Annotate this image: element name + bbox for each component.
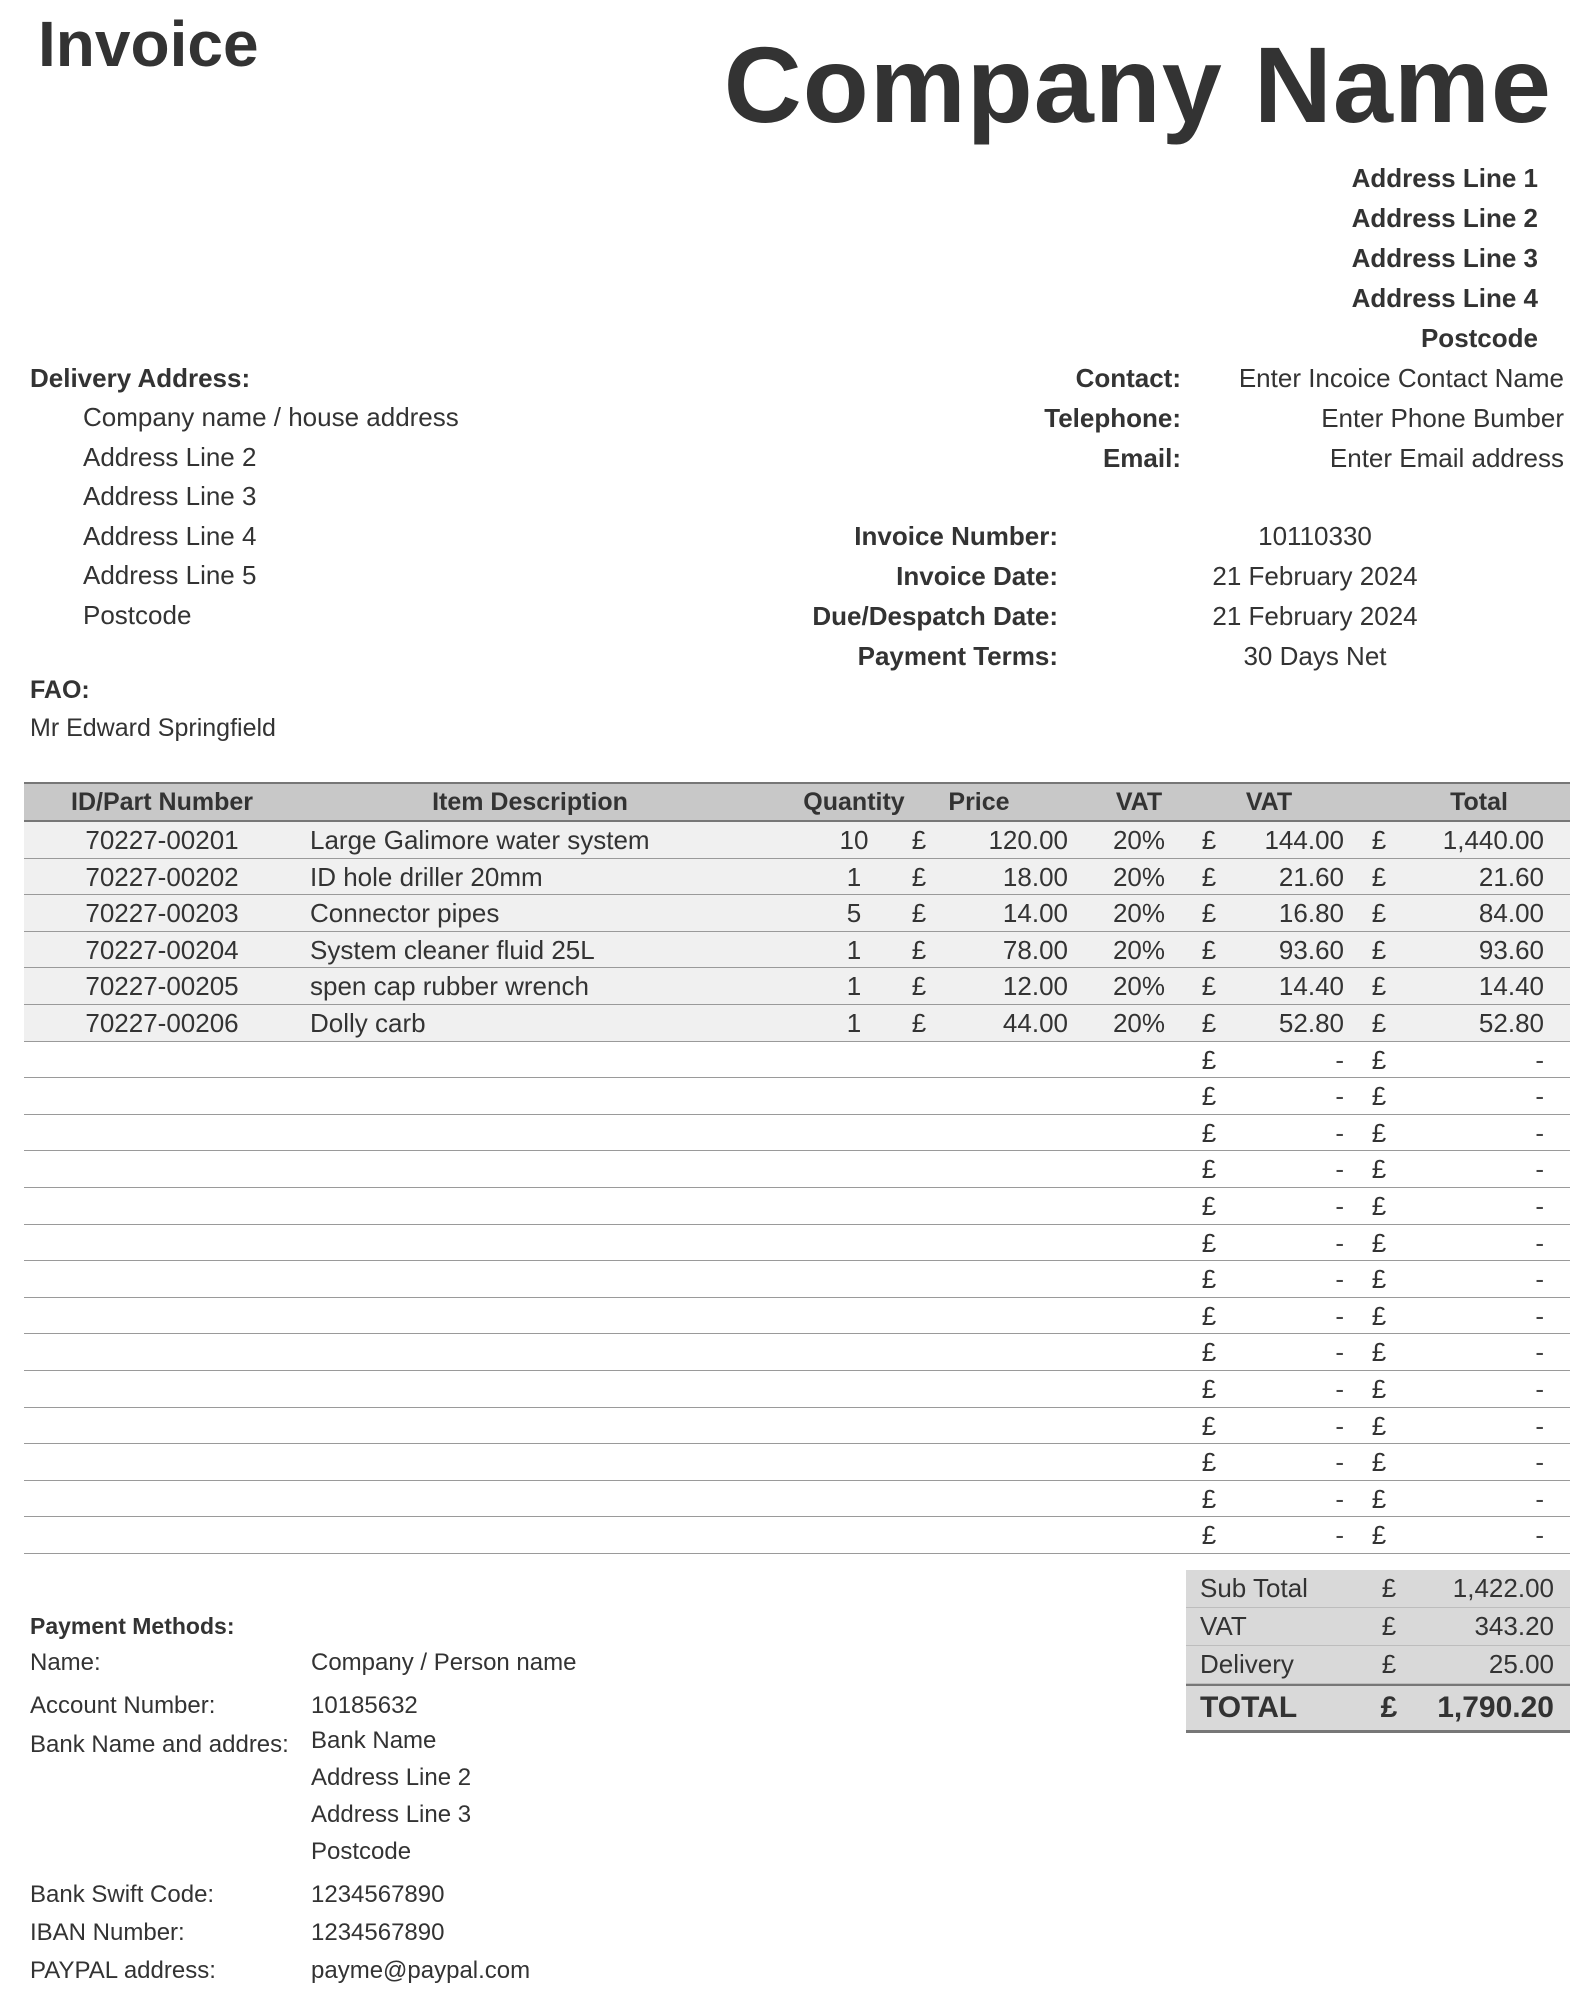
- price: 44.00: [1002, 1007, 1068, 1038]
- line-total: -: [1535, 1337, 1544, 1368]
- due-date-label: Due/Despatch Date:: [812, 601, 1058, 631]
- line-total: -: [1535, 1373, 1544, 1404]
- vat-currency: £: [1201, 1447, 1217, 1478]
- total-currency: £: [1371, 1154, 1387, 1185]
- currency-symbol: £: [1381, 1649, 1397, 1679]
- delivery-line-2: Address Line 2: [83, 441, 257, 472]
- vat-amount: -: [1335, 1044, 1344, 1075]
- vat-amount: -: [1335, 1264, 1344, 1295]
- vat-total-label: VAT: [1200, 1611, 1247, 1641]
- total-currency: £: [1371, 1007, 1387, 1038]
- table-row-empty: [24, 1334, 1570, 1371]
- price: 120.00: [988, 825, 1068, 855]
- invoice-number: 10110330: [1258, 521, 1372, 551]
- vat-rate: 20%: [1112, 861, 1166, 892]
- line-total: 1,440.00: [1442, 825, 1544, 855]
- vat-amount: 144.00: [1264, 825, 1344, 855]
- table-row: [24, 895, 1570, 932]
- table-header: [24, 782, 1570, 822]
- payment-terms: 30 Days Net: [1243, 641, 1387, 671]
- price-currency: £: [911, 898, 927, 929]
- part-number: 70227-00205: [85, 971, 239, 1002]
- line-total: -: [1535, 1264, 1544, 1295]
- vat-amount: 93.60: [1278, 934, 1344, 965]
- bank-name-label: Bank Name and addres:: [30, 1731, 289, 1758]
- table-row: [24, 822, 1570, 859]
- table-row-empty: [24, 1481, 1570, 1518]
- part-number: 70227-00204: [85, 934, 239, 965]
- line-total: -: [1535, 1190, 1544, 1221]
- price: 78.00: [1002, 934, 1068, 965]
- header-price: Price: [948, 788, 1010, 816]
- vat-currency: £: [1201, 934, 1217, 965]
- line-total: 21.60: [1478, 861, 1544, 892]
- currency-symbol: £: [1380, 1691, 1398, 1724]
- line-total: 14.40: [1478, 971, 1544, 1002]
- delivery-address-label: Delivery Address:: [30, 363, 251, 393]
- line-total: -: [1535, 1154, 1544, 1185]
- vat-currency: £: [1201, 1044, 1217, 1075]
- table-row-empty: [24, 1517, 1570, 1554]
- invoice-info-values: [1170, 516, 1460, 676]
- vat-amount: -: [1335, 1154, 1344, 1185]
- telephone-label: Telephone:: [1044, 403, 1181, 433]
- vat-currency: £: [1201, 1337, 1217, 1368]
- email-address: Enter Email address: [1329, 443, 1564, 473]
- subtotal-value: 1,422.00: [1452, 1573, 1554, 1603]
- price: 14.00: [1002, 898, 1068, 929]
- part-number: 70227-00202: [85, 861, 239, 892]
- total-currency: £: [1371, 1520, 1387, 1551]
- table-row-empty: [24, 1151, 1570, 1188]
- vat-amount: -: [1335, 1081, 1344, 1112]
- total-currency: £: [1371, 1117, 1387, 1148]
- due-date: 21 February 2024: [1212, 601, 1418, 631]
- vat-amount: 52.80: [1278, 1007, 1344, 1038]
- quantity: 1: [846, 861, 862, 892]
- delivery-label: Delivery: [1200, 1649, 1294, 1679]
- total-currency: £: [1371, 1410, 1387, 1441]
- payment-name-value: Company / Person name: [311, 1649, 577, 1676]
- company-address-line-2: Address Line 2: [1351, 203, 1538, 233]
- currency-symbol: £: [1381, 1573, 1397, 1603]
- item-description: Connector pipes: [310, 898, 500, 929]
- total-currency: £: [1371, 1447, 1387, 1478]
- table-row-empty: [24, 1444, 1570, 1481]
- invoice-number-label: Invoice Number:: [854, 521, 1058, 551]
- bank-postcode: Postcode: [311, 1838, 412, 1865]
- iban-value: 1234567890: [311, 1919, 445, 1946]
- header-description: Item Description: [432, 788, 628, 816]
- total-currency: £: [1371, 971, 1387, 1002]
- account-number-value: 10185632: [311, 1692, 418, 1719]
- line-total: -: [1535, 1300, 1544, 1331]
- contact-labels: [1044, 358, 1181, 478]
- subtotal-row: [1186, 1570, 1570, 1608]
- delivery-row: [1186, 1646, 1570, 1684]
- item-description: System cleaner fluid 25L: [310, 934, 595, 965]
- grand-total-label: TOTAL: [1200, 1691, 1298, 1724]
- vat-amount: -: [1335, 1483, 1344, 1514]
- vat-amount: -: [1335, 1337, 1344, 1368]
- delivery-value: 25.00: [1488, 1649, 1554, 1679]
- vat-currency: £: [1201, 861, 1217, 892]
- item-description: Dolly carb: [310, 1007, 426, 1038]
- table-row-empty: [24, 1188, 1570, 1225]
- table-row-empty: [24, 1042, 1570, 1079]
- vat-currency: £: [1201, 1117, 1217, 1148]
- vat-amount: -: [1335, 1410, 1344, 1441]
- quantity: 10: [839, 825, 869, 855]
- vat-currency: £: [1201, 1264, 1217, 1295]
- vat-currency: £: [1201, 825, 1217, 855]
- header-vat: VAT: [1245, 788, 1293, 816]
- vat-currency: £: [1201, 1520, 1217, 1551]
- contact-name: Enter Incoice Contact Name: [1238, 363, 1564, 393]
- account-number-label: Account Number:: [30, 1692, 216, 1719]
- line-total: -: [1535, 1117, 1544, 1148]
- item-description: ID hole driller 20mm: [310, 861, 543, 892]
- company-name: Company Name: [723, 24, 1552, 145]
- line-total: 93.60: [1478, 934, 1544, 965]
- payment-name-label: Name:: [30, 1649, 101, 1676]
- bank-address-line-2: Address Line 2: [311, 1764, 472, 1791]
- delivery-line-3: Address Line 3: [83, 481, 257, 512]
- invoice-info-labels: [812, 516, 1058, 676]
- vat-currency: £: [1201, 1300, 1217, 1331]
- vat-amount: -: [1335, 1300, 1344, 1331]
- total-currency: £: [1371, 1190, 1387, 1221]
- vat-total-value: 343.20: [1474, 1611, 1554, 1641]
- line-total: -: [1535, 1081, 1544, 1112]
- total-currency: £: [1371, 1227, 1387, 1258]
- price-currency: £: [911, 934, 927, 965]
- vat-currency: £: [1201, 1190, 1217, 1221]
- email-label: Email:: [1102, 443, 1181, 473]
- quantity: 5: [846, 898, 862, 929]
- table-row-empty: [24, 1225, 1570, 1262]
- table-row: [24, 1005, 1570, 1042]
- vat-rate: 20%: [1112, 934, 1166, 965]
- grand-total-value: 1,790.20: [1437, 1691, 1554, 1724]
- price: 18.00: [1002, 861, 1068, 892]
- line-total: -: [1535, 1520, 1544, 1551]
- telephone-number: Enter Phone Bumber: [1321, 403, 1564, 433]
- vat-amount: -: [1335, 1117, 1344, 1148]
- vat-rate: 20%: [1112, 971, 1166, 1002]
- vat-amount: -: [1335, 1373, 1344, 1404]
- swift-code-value: 1234567890: [311, 1881, 445, 1908]
- line-total: -: [1535, 1447, 1544, 1478]
- vat-rate: 20%: [1112, 1007, 1166, 1038]
- quantity: 1: [846, 934, 862, 965]
- quantity: 1: [846, 971, 862, 1002]
- company-address-postcode: Postcode: [1420, 323, 1538, 353]
- line-total: -: [1535, 1410, 1544, 1441]
- table-row: [24, 859, 1570, 896]
- total-currency: £: [1371, 934, 1387, 965]
- company-address-line-3: Address Line 3: [1351, 243, 1538, 273]
- total-currency: £: [1371, 861, 1387, 892]
- invoice-date: 21 February 2024: [1212, 561, 1418, 591]
- currency-symbol: £: [1381, 1611, 1397, 1641]
- vat-currency: £: [1201, 1410, 1217, 1441]
- company-address: [1352, 158, 1538, 358]
- item-description: Large Galimore water system: [310, 825, 650, 855]
- company-address-line-4: Address Line 4: [1351, 283, 1538, 313]
- total-currency: £: [1371, 1373, 1387, 1404]
- delivery-line-1: Company name / house address: [83, 402, 459, 432]
- item-description: spen cap rubber wrench: [310, 971, 589, 1002]
- table-row-empty: [24, 1078, 1570, 1115]
- total-currency: £: [1371, 1337, 1387, 1368]
- totals-box: [1186, 1570, 1570, 1733]
- delivery-postcode: Postcode: [83, 599, 192, 630]
- delivery-line-5: Address Line 5: [83, 560, 257, 591]
- vat-amount: -: [1335, 1190, 1344, 1221]
- vat-amount: -: [1335, 1447, 1344, 1478]
- header-vat-rate: VAT: [1115, 788, 1163, 816]
- header-id: ID/Part Number: [71, 788, 253, 816]
- iban-label: IBAN Number:: [30, 1919, 185, 1946]
- total-currency: £: [1371, 1300, 1387, 1331]
- bank-address-line-3: Address Line 3: [311, 1801, 472, 1828]
- bank-name-line-1: Bank Name: [311, 1727, 437, 1754]
- table-row-empty: [24, 1261, 1570, 1298]
- vat-rate: 20%: [1112, 825, 1166, 855]
- vat-currency: £: [1201, 1373, 1217, 1404]
- vat-amount: 16.80: [1278, 898, 1344, 929]
- items-table: [24, 782, 1570, 1554]
- vat-currency: £: [1201, 1227, 1217, 1258]
- price-currency: £: [911, 971, 927, 1002]
- total-currency: £: [1371, 1044, 1387, 1075]
- header-quantity: Quantity: [803, 788, 905, 816]
- table-body: [24, 822, 1570, 1554]
- delivery-address: [83, 398, 459, 636]
- payment-methods-title: Payment Methods:: [30, 1613, 235, 1639]
- vat-currency: £: [1201, 898, 1217, 929]
- part-number: 70227-00206: [85, 1007, 239, 1038]
- vat-total-row: [1186, 1608, 1570, 1646]
- total-currency: £: [1371, 1081, 1387, 1112]
- table-row-empty: [24, 1298, 1570, 1335]
- swift-code-label: Bank Swift Code:: [30, 1881, 215, 1908]
- price-currency: £: [911, 861, 927, 892]
- line-total: 52.80: [1478, 1007, 1544, 1038]
- vat-currency: £: [1201, 1081, 1217, 1112]
- vat-rate: 20%: [1112, 898, 1166, 929]
- vat-amount: 14.40: [1278, 971, 1344, 1002]
- fao-name: Mr Edward Springfield: [30, 714, 276, 742]
- vat-currency: £: [1201, 1007, 1217, 1038]
- price: 12.00: [1002, 971, 1068, 1002]
- price-currency: £: [911, 1007, 927, 1038]
- part-number: 70227-00201: [85, 825, 239, 855]
- document-title: Invoice: [38, 8, 259, 80]
- part-number: 70227-00203: [85, 898, 239, 929]
- invoice-date-label: Invoice Date:: [896, 561, 1058, 591]
- contact-values: [1239, 358, 1564, 478]
- vat-currency: £: [1201, 971, 1217, 1002]
- delivery-line-4: Address Line 4: [83, 520, 257, 551]
- line-total: -: [1535, 1227, 1544, 1258]
- payment-terms-label: Payment Terms:: [857, 641, 1058, 671]
- line-total: -: [1535, 1483, 1544, 1514]
- line-total: -: [1535, 1044, 1544, 1075]
- contact-label: Contact:: [1075, 363, 1181, 393]
- total-currency: £: [1371, 1264, 1387, 1295]
- table-row: [24, 932, 1570, 969]
- paypal-label: PAYPAL address:: [30, 1957, 216, 1984]
- paypal-address: payme@paypal.com: [311, 1957, 531, 1984]
- vat-amount: -: [1335, 1227, 1344, 1258]
- subtotal-label: Sub Total: [1200, 1573, 1308, 1603]
- quantity: 1: [846, 1007, 862, 1038]
- company-address-line-1: Address Line 1: [1351, 163, 1538, 193]
- vat-currency: £: [1201, 1483, 1217, 1514]
- header-total: Total: [1450, 788, 1508, 816]
- grand-total-row: [1186, 1684, 1570, 1733]
- total-currency: £: [1371, 898, 1387, 929]
- table-row: [24, 968, 1570, 1005]
- vat-amount: 21.60: [1278, 861, 1344, 892]
- table-row-empty: [24, 1371, 1570, 1408]
- vat-currency: £: [1201, 1154, 1217, 1185]
- fao-label: FAO:: [30, 676, 90, 704]
- price-currency: £: [911, 825, 927, 855]
- vat-amount: -: [1335, 1520, 1344, 1551]
- line-total: 84.00: [1478, 898, 1544, 929]
- total-currency: £: [1371, 1483, 1387, 1514]
- table-row-empty: [24, 1115, 1570, 1152]
- table-row-empty: [24, 1408, 1570, 1445]
- total-currency: £: [1371, 825, 1387, 855]
